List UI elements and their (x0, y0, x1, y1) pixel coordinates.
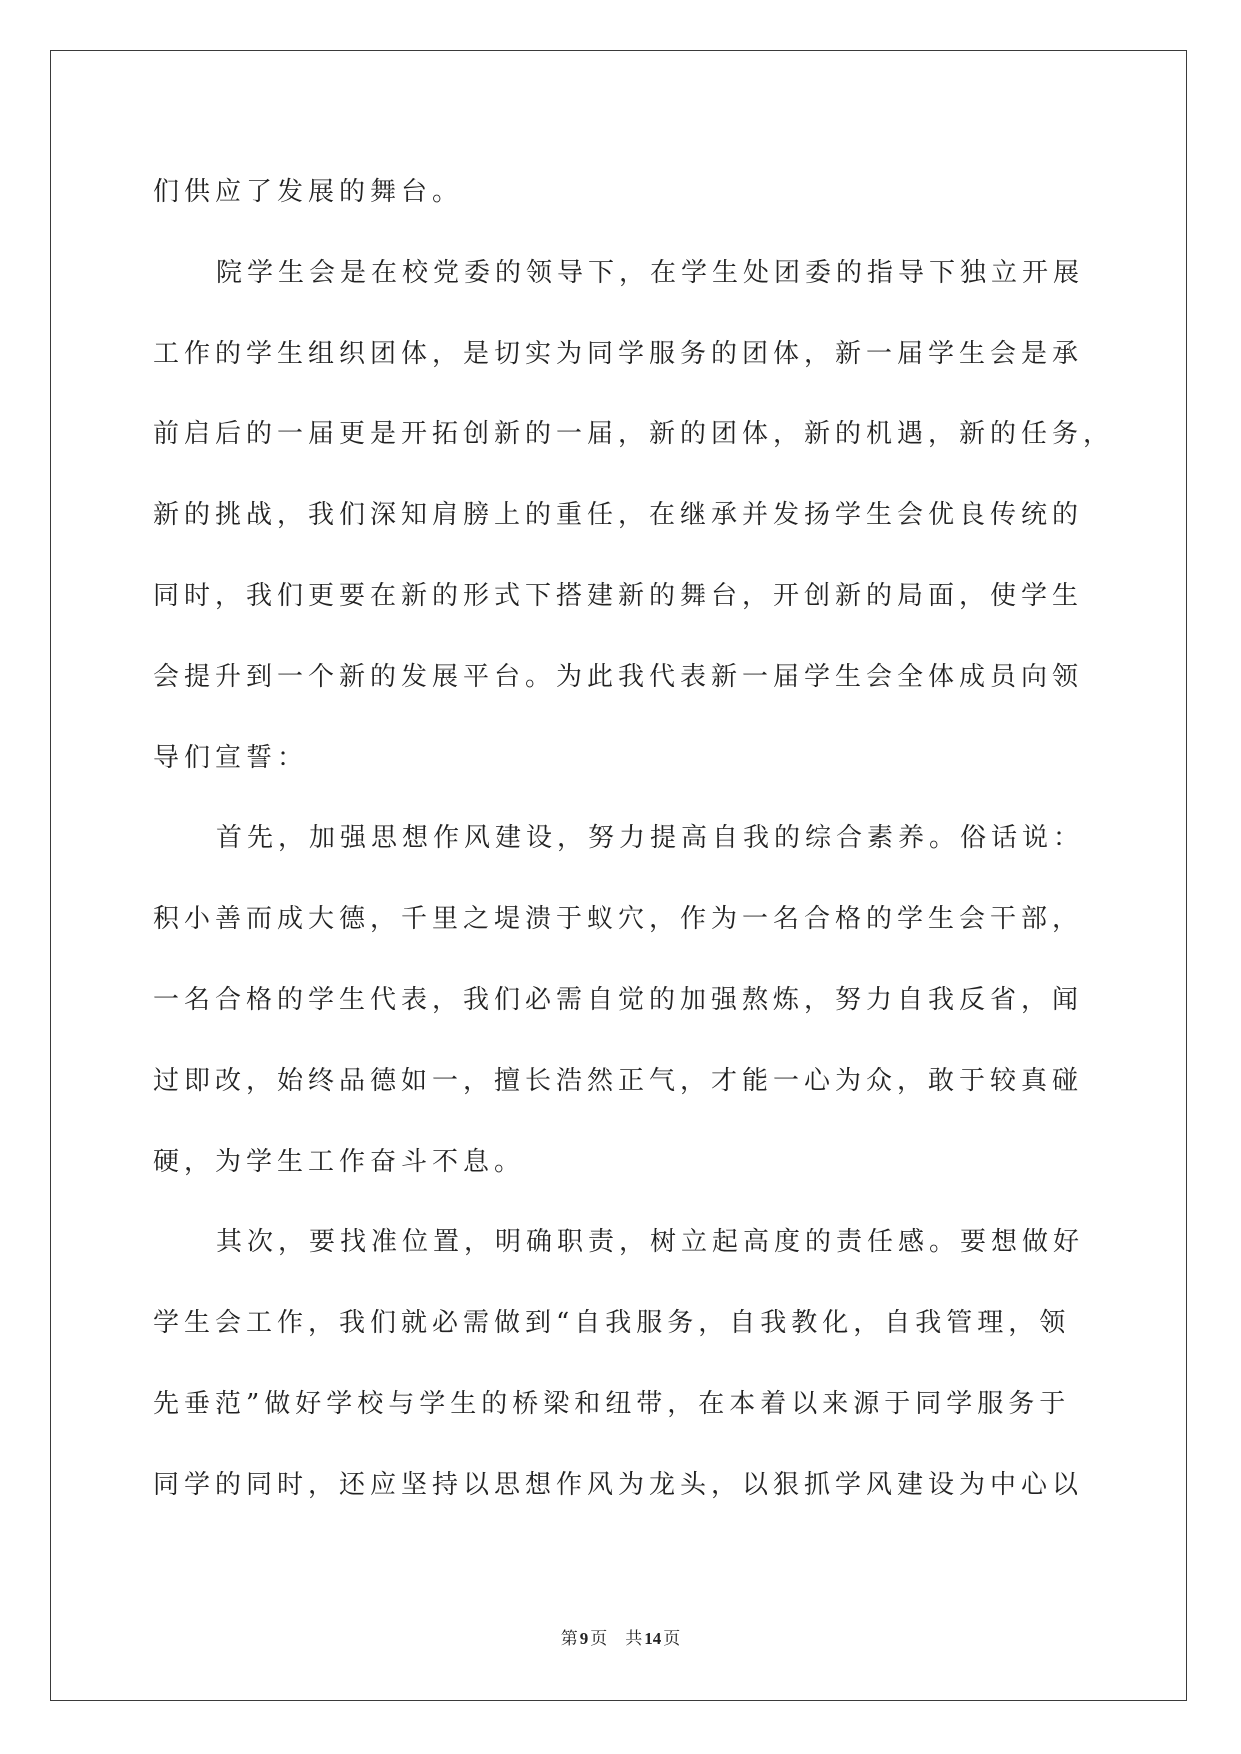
page-number: 9 (579, 1629, 589, 1648)
text-line: 们供应了发展的舞台。 (153, 177, 464, 207)
document-body (153, 152, 1113, 1526)
text-line: 一名合格的学生代表，我们必需自觉的加强熬炼，努力自我反省，闻 (153, 984, 1084, 1015)
page-prefix: 第 (560, 1629, 578, 1648)
text-line: 学生会工作，我们就必需做到“自我服务，自我教化，自我管理，领 (153, 1308, 1071, 1339)
page-footer (0, 1626, 1241, 1652)
paragraph-second-point (153, 1202, 1113, 1525)
text-line: 同时，我们更要在新的形式下搭建新的舞台，开创新的局面，使学生 (153, 580, 1084, 611)
text-line: 工作的学生组织团体，是切实为同学服务的团体，新一届学生会是承 (153, 338, 1084, 369)
text-line: 积小善而成大德，千里之堤溃于蚁穴，作为一名合格的学生会干部， (153, 904, 1084, 935)
text-line: 其次，要找准位置，明确职责，树立起高度的责任感。要想做好 (216, 1227, 1085, 1258)
text-line: 院学生会是在校党委的领导下，在学生处团委的指导下独立开展 (216, 257, 1085, 288)
total-pages: 14 (644, 1629, 662, 1648)
text-line: 会提升到一个新的发展平台。为此我代表新一届学生会全体成员向领 (153, 661, 1084, 692)
paragraph-student-union (153, 233, 1113, 799)
text-line: 首先，加强思想作风建设，努力提高自我的综合素养。俗话说： (216, 823, 1085, 854)
total-suffix: 页 (663, 1629, 681, 1648)
paragraph-continuation (153, 152, 1113, 233)
paragraph-first-point (153, 798, 1113, 1202)
text-line: 导们宣誓： (153, 742, 309, 773)
total-prefix: 共 (625, 1629, 643, 1648)
text-line: 新的挑战，我们深知肩膀上的重任，在继承并发扬学生会优良传统的 (153, 500, 1084, 531)
text-line: 过即改，始终品德如一，擅长浩然正气，才能一心为众，敢于较真碰 (153, 1065, 1084, 1096)
page-suffix: 页 (590, 1629, 608, 1648)
text-line: 先垂范”做好学校与学生的桥梁和纽带，在本着以来源于同学服务于 (153, 1388, 1071, 1419)
text-line: 同学的同时，还应坚持以思想作风为龙头，以狠抓学风建设为中心以 (153, 1469, 1084, 1500)
text-line: 硬，为学生工作奋斗不息。 (153, 1146, 526, 1177)
text-line: 前启后的一届更是开拓创新的一届，新的团体，新的机遇，新的任务， (153, 419, 1115, 450)
